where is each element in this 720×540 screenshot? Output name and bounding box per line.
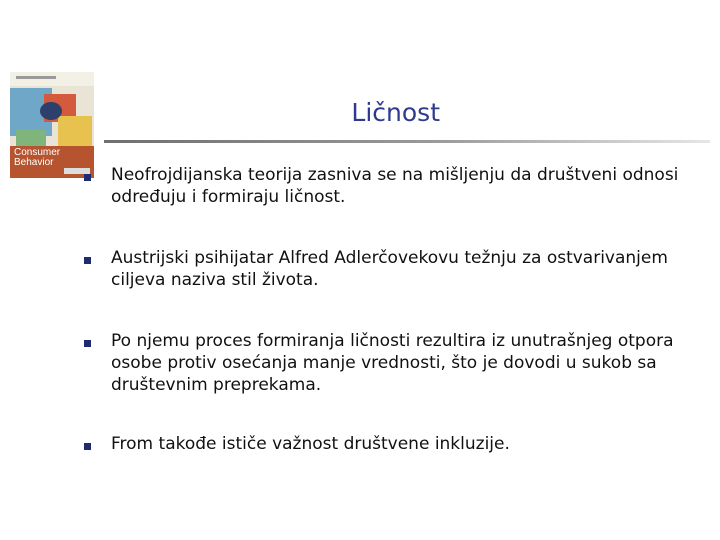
bullet-marker-icon: [84, 257, 91, 264]
bullet-marker-icon: [84, 340, 91, 347]
cover-small-text: [16, 76, 56, 79]
cover-title-line2: Behavior: [14, 157, 54, 168]
bullet-text: Austrijski psihijatar Alfred Adlerčovekovu težnju za ostvarivanjem ciljeva naziva stil života.: [111, 248, 668, 290]
bullet-marker-icon: [84, 174, 91, 181]
cover-header: [10, 72, 94, 86]
title-divider: [104, 140, 710, 143]
bullet-marker-icon: [84, 443, 91, 450]
bullet-text: Neofrojdijanska teorija zasniva se na mišljenju da društveni odnosi određuju i formiraju ličnost.: [111, 165, 679, 207]
bullet-text: From takođe ističe važnost društvene inkluzije.: [111, 434, 510, 454]
bullet-text: Po njemu proces formiranja ličnosti rezultira iz unutrašnjeg otpora osobe protiv osećanja manje vrednosti, što je dovodi u sukob sa društevnim preprekama.: [111, 331, 674, 395]
cover-title-line1: Consumer: [14, 147, 61, 158]
slide-title: Ličnost: [351, 98, 440, 127]
